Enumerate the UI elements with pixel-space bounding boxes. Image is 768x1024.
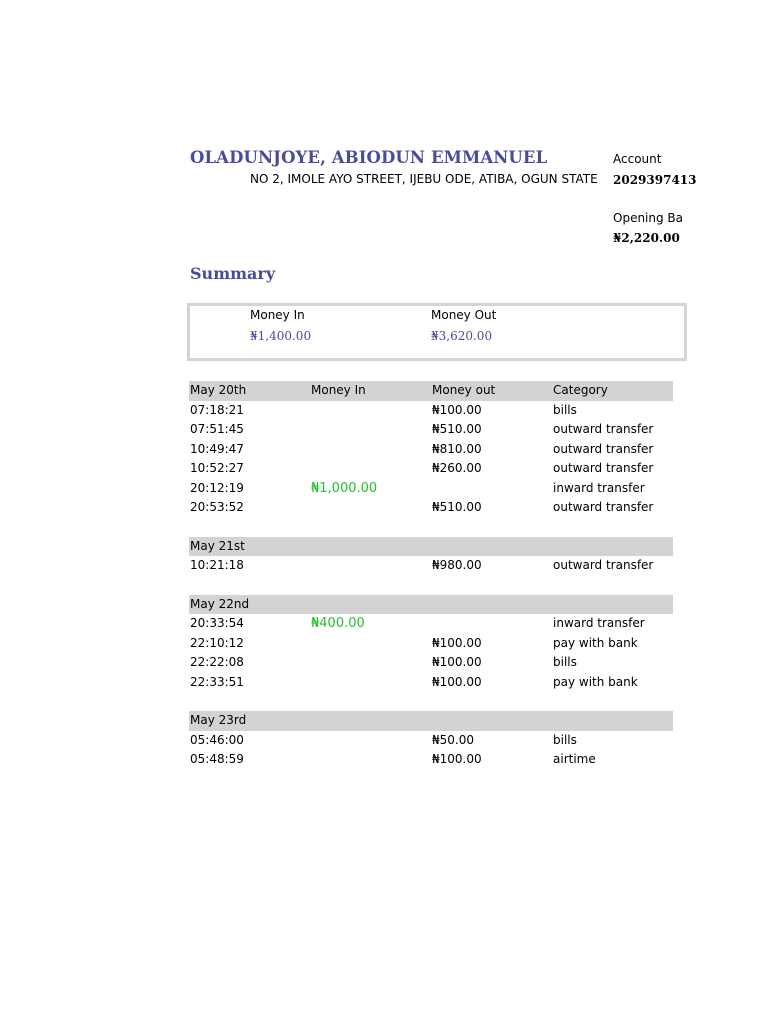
summary-money-in-value: ₦1,400.00 <box>250 329 312 343</box>
table-row <box>189 750 673 770</box>
money-out-amount: ₦510.00 <box>432 422 482 436</box>
transaction-category: bills <box>553 655 577 669</box>
table-spacer <box>189 692 673 711</box>
transaction-time: 10:21:18 <box>190 558 244 572</box>
table-spacer <box>189 576 673 595</box>
summary-box <box>187 303 687 361</box>
opening-balance-amount: ₦2,220.00 <box>613 231 680 245</box>
day-header-row <box>189 537 673 557</box>
transaction-category: inward transfer <box>553 616 645 630</box>
money-out-amount: ₦100.00 <box>432 752 482 766</box>
money-out-amount: ₦260.00 <box>432 461 482 475</box>
transaction-time: 05:46:00 <box>190 732 244 747</box>
transaction-time: 20:53:52 <box>190 500 244 514</box>
transaction-category: pay with bank <box>553 635 638 650</box>
day-header-row <box>189 595 673 615</box>
transaction-category: pay with bank <box>553 674 638 689</box>
table-row <box>189 440 673 460</box>
table-row <box>189 479 673 499</box>
transaction-category: bills <box>553 732 577 747</box>
money-out-amount: ₦980.00 <box>432 558 482 572</box>
transaction-time: 10:52:27 <box>190 461 244 475</box>
table-row <box>189 498 673 518</box>
transaction-category: outward transfer <box>553 441 654 456</box>
transactions-table <box>189 381 673 770</box>
table-row <box>189 556 673 576</box>
money-out-amount: ₦100.00 <box>432 655 482 669</box>
summary-money-out-label: Money Out <box>431 308 497 322</box>
summary-money-out-value: ₦3,620.00 <box>431 329 493 343</box>
money-in-amount: ₦1,000.00 <box>311 480 378 496</box>
transaction-category: inward transfer <box>553 480 645 495</box>
summary-money-in-label: Money In <box>250 308 305 322</box>
table-row <box>189 401 673 421</box>
table-row <box>189 614 673 634</box>
money-out-amount: ₦100.00 <box>432 402 482 417</box>
table-row <box>189 653 673 673</box>
account-holder-name: OLADUNJOYE, ABIODUN EMMANUEL <box>190 148 548 167</box>
day-header-row <box>189 711 673 731</box>
table-row <box>189 420 673 440</box>
money-out-amount: ₦100.00 <box>432 635 482 650</box>
account-label: Account <box>613 152 662 166</box>
money-out-amount: ₦510.00 <box>432 500 482 514</box>
transaction-time: 07:51:45 <box>190 422 244 436</box>
transaction-time: 05:48:59 <box>190 752 244 766</box>
transaction-time: 20:12:19 <box>190 480 244 495</box>
transaction-category: outward transfer <box>553 422 654 436</box>
day-date: May 21st <box>190 538 245 553</box>
day-header-row <box>189 381 673 401</box>
table-row <box>189 731 673 751</box>
transaction-time: 20:33:54 <box>190 616 244 630</box>
transaction-time: 07:18:21 <box>190 402 244 417</box>
table-row <box>189 673 673 693</box>
transaction-time: 22:10:12 <box>190 635 244 650</box>
summary-title: Summary <box>190 264 276 283</box>
transaction-category: bills <box>553 402 577 417</box>
transaction-category: outward transfer <box>553 500 654 514</box>
opening-balance-label: Opening Ba <box>613 211 684 225</box>
transaction-category: outward transfer <box>553 461 654 475</box>
account-holder-address: NO 2, IMOLE AYO STREET, IJEBU ODE, ATIBA, OGUN STATE <box>250 172 598 186</box>
day-date: May 23rd <box>190 713 247 727</box>
transaction-time: 22:33:51 <box>190 674 244 689</box>
account-number: 2029397413 <box>613 173 697 187</box>
day-date: May 20th <box>190 383 247 397</box>
transaction-category: outward transfer <box>553 558 654 572</box>
money-out-amount: ₦100.00 <box>432 674 482 689</box>
money-in-amount: ₦400.00 <box>311 616 365 631</box>
table-spacer <box>189 518 673 537</box>
column-header-money-out: Money out <box>432 383 496 397</box>
day-date: May 22nd <box>190 596 250 611</box>
money-out-amount: ₦810.00 <box>432 441 482 456</box>
table-row <box>189 634 673 654</box>
transaction-category: airtime <box>553 752 596 766</box>
transaction-time: 10:49:47 <box>190 441 244 456</box>
money-out-amount: ₦50.00 <box>432 732 474 747</box>
column-header-category: Category <box>553 383 608 397</box>
column-header-money-in: Money In <box>311 383 366 397</box>
table-row <box>189 459 673 479</box>
transaction-time: 22:22:08 <box>190 655 244 669</box>
